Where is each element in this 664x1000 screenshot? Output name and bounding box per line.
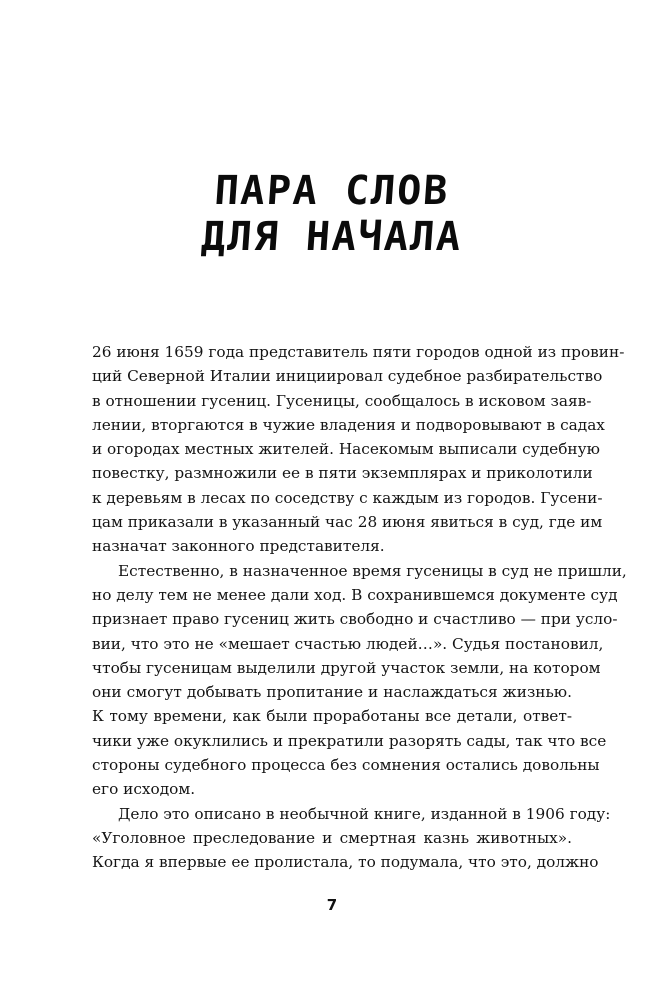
chapter-title [100, 168, 564, 260]
text-line: лении, вторгаются в чужие владения и подворовывают в садах [92, 415, 605, 434]
text-line: стороны судебного процесса без сомнения остались довольны [92, 756, 600, 775]
page-number: 7 [326, 896, 338, 914]
text-line: Когда я впервые ее пролистала, то подумала, что это, должно [92, 853, 599, 872]
text-line: повестку, размножили ее в пяти экземплярах и приколотили [92, 464, 593, 483]
text-line: и огородах местных жителей. Насекомым выписали судебную [92, 440, 600, 459]
body-text [92, 340, 627, 875]
paragraph [92, 559, 627, 802]
text-line: к деревьям в лесах по соседству с каждым из городов. Гусени- [92, 488, 603, 507]
text-line: цам приказали в указанный час 28 июня явиться в суд, где им [92, 513, 603, 532]
text-line: они смогут добывать пропитание и наслаждаться жизнью. [92, 683, 572, 702]
text-line: назначат законного представителя. [92, 537, 385, 556]
text-line: чтобы гусеницам выделили другой участок земли, на котором [92, 658, 601, 677]
text-line: Дело это описано в необычной книге, изданной в 1906 году: [118, 804, 611, 823]
text-line: в отношении гусениц. Гусеницы, сообщалось в исковом заяв- [92, 391, 592, 410]
text-line: но делу тем не менее дали ход. В сохранившемся документе суд [92, 585, 618, 604]
chapter-title-line-1: ПАРА СЛОВ [213, 168, 451, 214]
text-line: Естественно, в назначенное время гусеницы в суд не пришли, [118, 561, 627, 580]
paragraph [92, 340, 625, 559]
text-line: К тому времени, как были проработаны все детали, ответ- [92, 707, 572, 726]
text-line: ций Северной Италии инициировал судебное разбирательство [92, 367, 603, 386]
text-line: 26 июня 1659 года представитель пяти городов одной из провин- [92, 343, 625, 361]
chapter-title-line-2: ДЛЯ НАЧАЛА [199, 214, 465, 260]
text-line: чики уже окуклились и прекратили разорять сады, так что все [92, 731, 607, 750]
text-line: вии, что это не «мешает счастью людей…». Судья постановил, [92, 634, 604, 653]
text-line: «Уголовное преследование и смертная казнь животных». [92, 828, 572, 847]
text-line: признает право гусениц жить свободно и счастливо — при усло- [92, 610, 618, 629]
text-line: его исходом. [92, 780, 196, 799]
paragraph [92, 802, 611, 875]
